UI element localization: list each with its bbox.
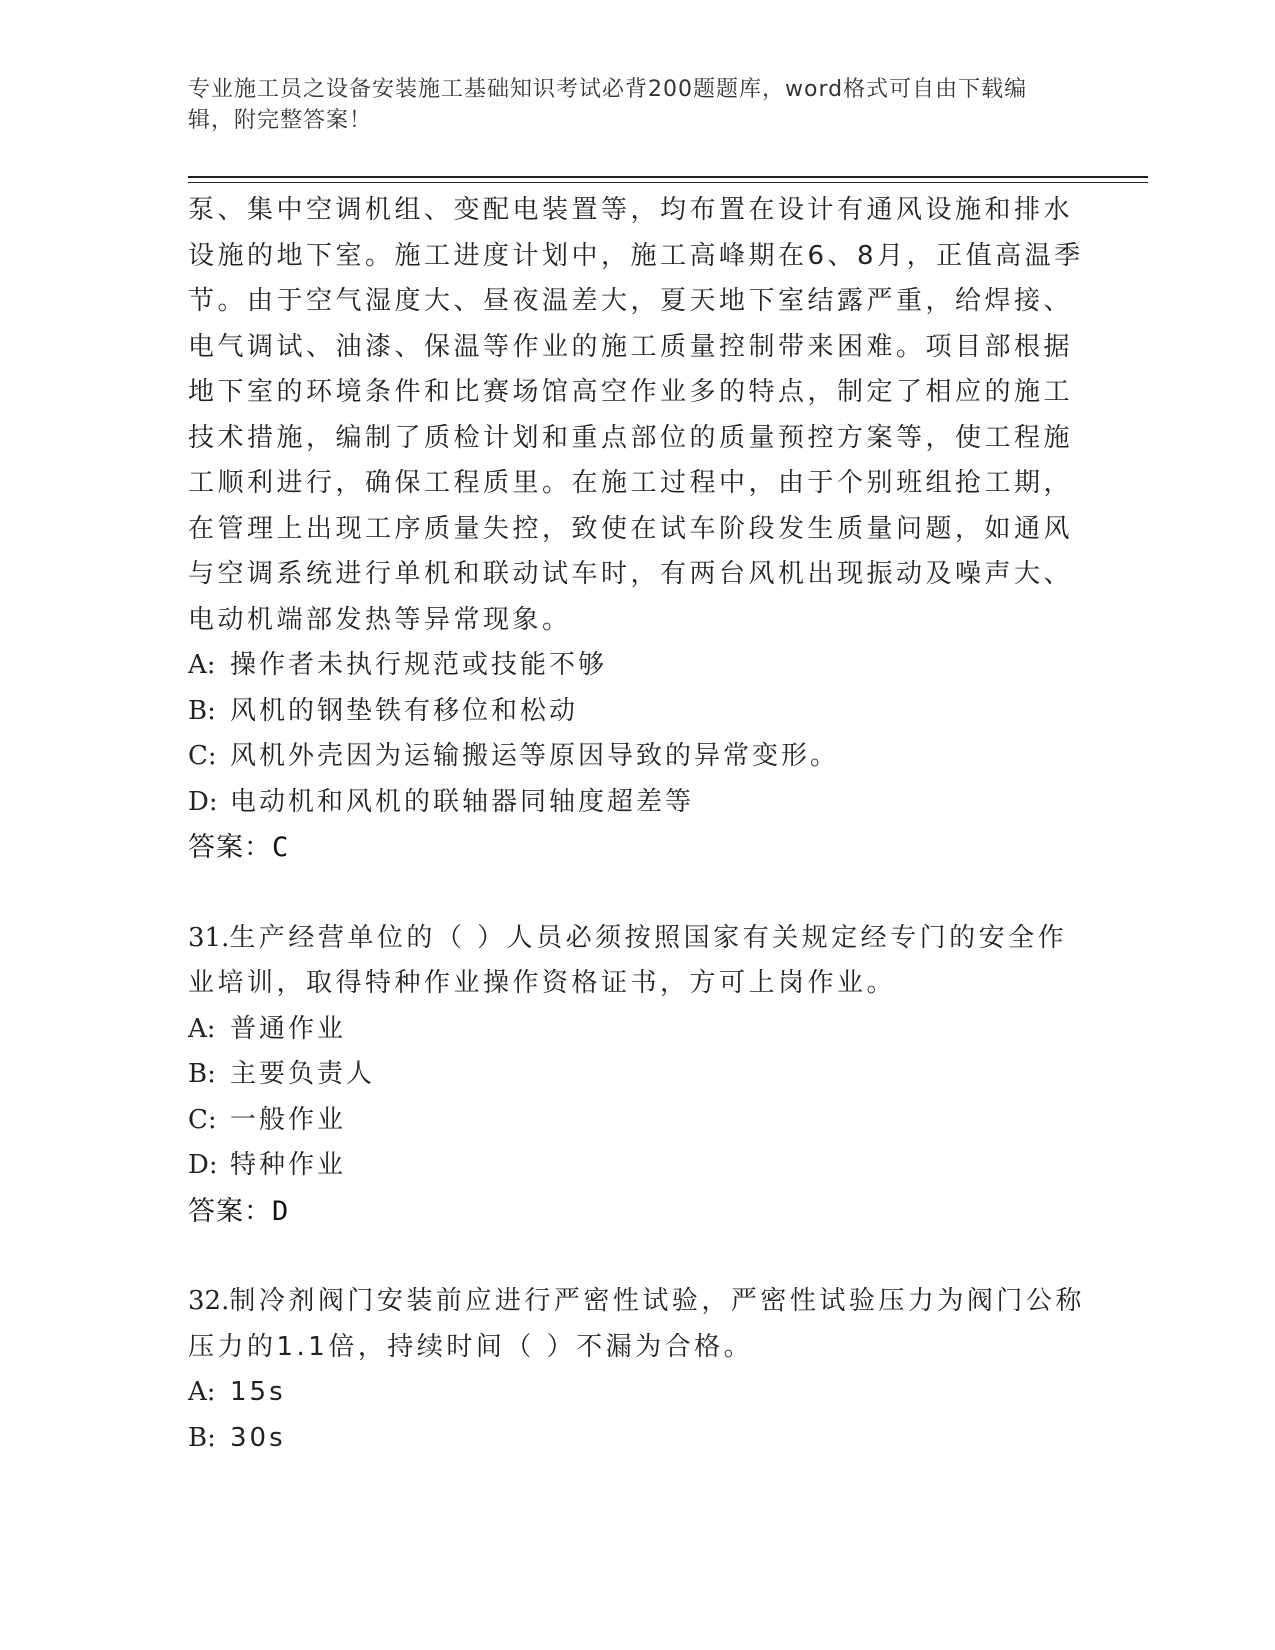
document-body (188, 188, 1088, 1461)
document-header (188, 74, 1068, 136)
question-number: 31. (188, 922, 230, 953)
option-text: 30s (230, 1422, 286, 1453)
question-32 (188, 1279, 1088, 1461)
option-text: 风机外壳因为运输搬运等原因导致的异常变形。 (230, 741, 840, 771)
option-text: 操作者未执行规范或技能不够 (230, 650, 608, 680)
option-letter: B: (188, 1059, 216, 1089)
answer-value: D (272, 1195, 290, 1227)
option-letter: D: (188, 1150, 218, 1180)
option-text: 主要负责人 (230, 1059, 376, 1089)
option-b (188, 1416, 1088, 1462)
option-letter: A: (188, 1013, 216, 1044)
option-b (188, 689, 1088, 735)
option-letter: B: (188, 695, 216, 726)
option-c (188, 1098, 1088, 1144)
option-text: 15s (230, 1377, 286, 1407)
answer-line (188, 1189, 1088, 1235)
question-30 (188, 188, 1088, 871)
option-d (188, 780, 1088, 826)
option-a (188, 1007, 1088, 1053)
question-passage: 泵、集中空调机组、变配电装置等，均布置在设计有通风设施和排水设施的地下室。施工进度计划中，施工高峰期在6、8月，正值高温季节。由于空气湿度大、昼夜温差大，夏天地下室结露严重，给焊接、电气调试、油漆、保温等作业的施工质量控制带来困难。项目部根据地下室的环境条件和比赛场馆高空作业多的特点，制定了相应的施工技术措施，编制了质检计划和重点部位的质量预控方案等，使工程施工顺利进行，确保工程质里。在施工过程中，由于个别班组抢工期，在管理上出现工序质量失控，致使在试车阶段发生质量问题，如通风与空调系统进行单机和联动试车时，有两台风机出现振动及噪声大、电动机端部发热等异常现象。 (188, 195, 1084, 635)
option-letter: C: (188, 1104, 217, 1135)
option-text: 电动机和风机的联轴器同轴度超差等 (230, 786, 695, 817)
header-divider-thin (188, 182, 1148, 183)
question-31 (188, 916, 1088, 1235)
option-text: 一般作业 (230, 1104, 347, 1135)
answer-label: 答案： (188, 832, 272, 863)
option-b (188, 1052, 1088, 1098)
answer-label: 答案： (188, 1195, 272, 1227)
option-text: 普通作业 (230, 1013, 347, 1044)
question-text: 生产经营单位的（ ）人员必须按照国家有关规定经专门的安全作业培训，取得特种作业操作资格证书，方可上岗作业。 (188, 922, 1068, 998)
answer-line (188, 825, 1088, 871)
question-number: 32. (188, 1286, 230, 1316)
option-a (188, 643, 1088, 689)
option-letter: A: (188, 650, 216, 680)
option-text: 特种作业 (230, 1150, 347, 1180)
option-d (188, 1143, 1088, 1189)
header-text: 专业施工员之设备安装施工基础知识考试必背200题题库，word格式可自由下载编辑，附完整答案！ (188, 77, 1028, 133)
option-letter: C: (188, 741, 217, 771)
option-a (188, 1370, 1088, 1416)
header-divider-thick (188, 176, 1148, 178)
option-letter: A: (188, 1377, 216, 1407)
option-letter: D: (188, 786, 218, 817)
question-stem (188, 1279, 1088, 1370)
spacer (188, 871, 1088, 916)
answer-value: C (272, 832, 290, 863)
option-c (188, 734, 1088, 780)
spacer (188, 1234, 1088, 1279)
question-text: 制冷剂阀门安装前应进行严密性试验，严密性试验压力为阀门公称压力的1.1倍，持续时间（ ）不漏为合格。 (188, 1286, 1085, 1362)
option-text: 风机的钢垫铁有移位和松动 (230, 695, 579, 726)
option-letter: B: (188, 1422, 216, 1453)
question-stem (188, 916, 1088, 1007)
